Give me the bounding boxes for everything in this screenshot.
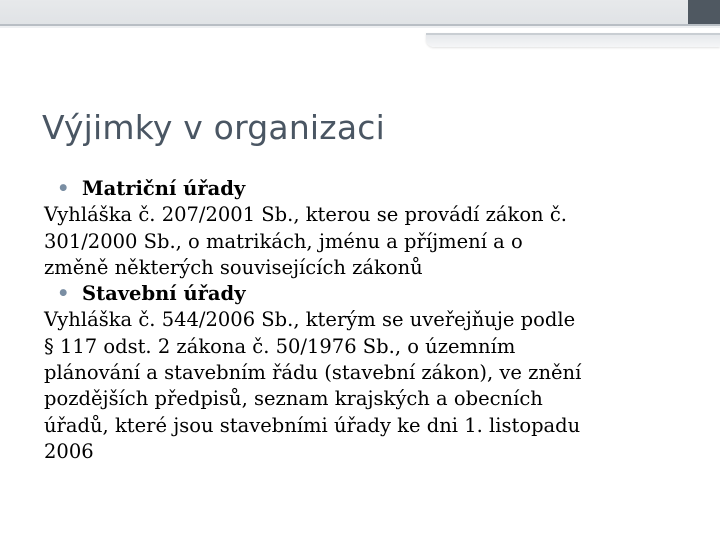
body-line: pozdějších předpisů, seznam krajských a obecních [44, 387, 543, 411]
body-line: 2006 [44, 439, 94, 463]
slide-title: Výjimky v organizaci [42, 108, 385, 147]
body-line: změně některých souvisejících zákonů [44, 255, 423, 279]
header-tab-decoration [426, 33, 720, 47]
section-body [44, 307, 684, 465]
corner-dark-block [688, 0, 720, 24]
body-line: Vyhláška č. 544/2006 Sb., kterým se uveřejňuje podle [44, 308, 576, 332]
body-line: Vyhláška č. 207/2001 Sb., kterou se provádí zákon č. [44, 203, 567, 227]
body-line: § 117 odst. 2 zákona č. 50/1976 Sb., o územním [44, 334, 516, 358]
body-line: 301/2000 Sb., o matrikách, jménu a příjmení a o [44, 229, 523, 253]
section-heading-text: Matriční úřady [82, 177, 246, 200]
section-heading [44, 176, 684, 202]
top-decorative-bar [0, 0, 720, 28]
bullet-icon: • [57, 177, 70, 200]
slide-content [44, 176, 684, 465]
body-line: úřadů, které jsou stavebními úřady ke dni 1. listopadu [44, 413, 581, 437]
section-heading [44, 281, 684, 307]
tab-decoration-line [426, 33, 720, 35]
section-heading-text: Stavební úřady [82, 282, 246, 306]
top-shadow-line [0, 26, 720, 28]
bullet-icon: • [57, 282, 70, 306]
section-body [44, 202, 684, 281]
body-line: plánování a stavebním řádu (stavební zákon), ve znění [44, 361, 582, 385]
